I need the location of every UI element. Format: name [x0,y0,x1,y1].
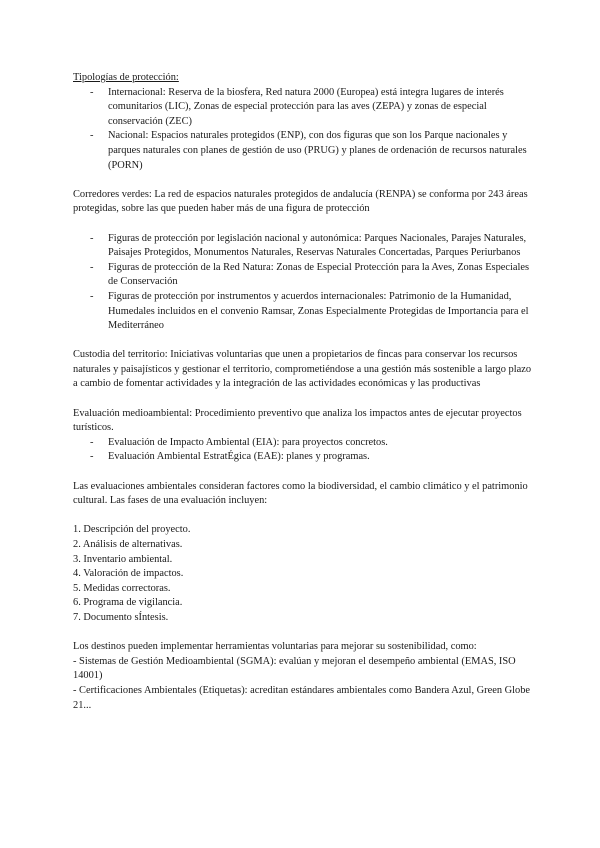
list-item: 4. Valoración de impactos. [73,568,184,580]
tipologias-heading: Tipologías de protección: [73,72,179,83]
evaluacion-paragraph: Evaluación medioambiental: Procedimiento preventivo que analiza los impactos antes de ejecutar proyectos turísticos. [73,407,522,434]
list-item: 1. Descripción del proyecto. [73,524,191,536]
destinos-line: - Certificaciones Ambientales (Etiquetas): acreditan estándares ambientales como Bandera Azul, Green Globe 21... [73,684,531,711]
list-item: - Figuras de protección de la Red Natura: Zonas de Especial Protección para la Aves, Zonas Especiales de Conservación [108,261,536,290]
list-item: - Figuras de protección por legislación nacional y autonómica: Parques Nacionales, Parajes Naturales, Paisajes Protegidos, Monumentos Naturales, Reservas Naturales Concertadas, Parques Periurbanos [108,232,536,261]
list-item: 5. Medidas correctoras. [73,582,171,594]
list-item: 2. Análisis de alternativas. [73,539,183,550]
fases-list [73,523,536,625]
fases-intro: Las evaluaciones ambientales consideran factores como la biodiversidad, el cambio climático y el patrimonio cultural. Las fases de una evaluación incluyen: [73,480,528,507]
list-item: - Internacional: Reserva de la biosfera, Red natura 2000 (Europea) está integra lugares de interés comunitarios (LIC), Zonas de especial protección para las aves (ZEPA) y zonas de especial conservación (ZEC) [108,86,536,130]
list-item: 7. Documento sÍntesis. [73,611,169,623]
evaluacion-list [73,436,536,465]
destinos-intro: Los destinos pueden implementar herramientas voluntarias para mejorar su sostenibilidad, como: [73,641,477,653]
tipologias-list [73,86,536,174]
list-item: - Evaluación Ambiental EstratÉgica (EAE): planes y programas. [108,450,536,465]
list-item: - Evaluación de Impacto Ambiental (EIA): para proyectos concretos. [108,436,536,451]
destinos-line: - Sistemas de Gestión Medioambiental (SGMA): evalúan y mejoran el desempeño ambiental (EMAS, ISO 14001) [73,655,516,682]
custodia-paragraph: Custodia del territorio: Iniciativas voluntarias que unen a propietarios de fincas para conservar los recursos naturales y paisajísticos y gestionar el territorio, comprometiéndose a una gestión más sostenible a largo plazo a cambio de fomentar actividades y la integración de las actividades económicas y las productivas [73,349,532,390]
list-item: - Nacional: Espacios naturales protegidos (ENP), con dos figuras que son los Parque nacionales y parques naturales con planes de gestión de uso (PRUG) y planes de ordenación de recursos naturales (PORN) [108,129,536,173]
list-item: 3. Inventario ambiental. [73,553,173,565]
corredores-paragraph: Corredores verdes: La red de espacios naturales protegidos de andalucía (RENPA) se conforma por 243 áreas protegidas, sobre las que pueden haber más de una figura de protección [73,188,528,215]
list-item: 6. Programa de vigilancia. [73,597,183,609]
list-item: - Figuras de protección por instrumentos y acuerdos internacionales: Patrimonio de la Humanidad, Humedales incluidos en el convenio Ramsar, Zonas Especialmente Protegidas de Importancia para el Mediterráneo [108,290,536,334]
corredores-list [73,232,536,334]
